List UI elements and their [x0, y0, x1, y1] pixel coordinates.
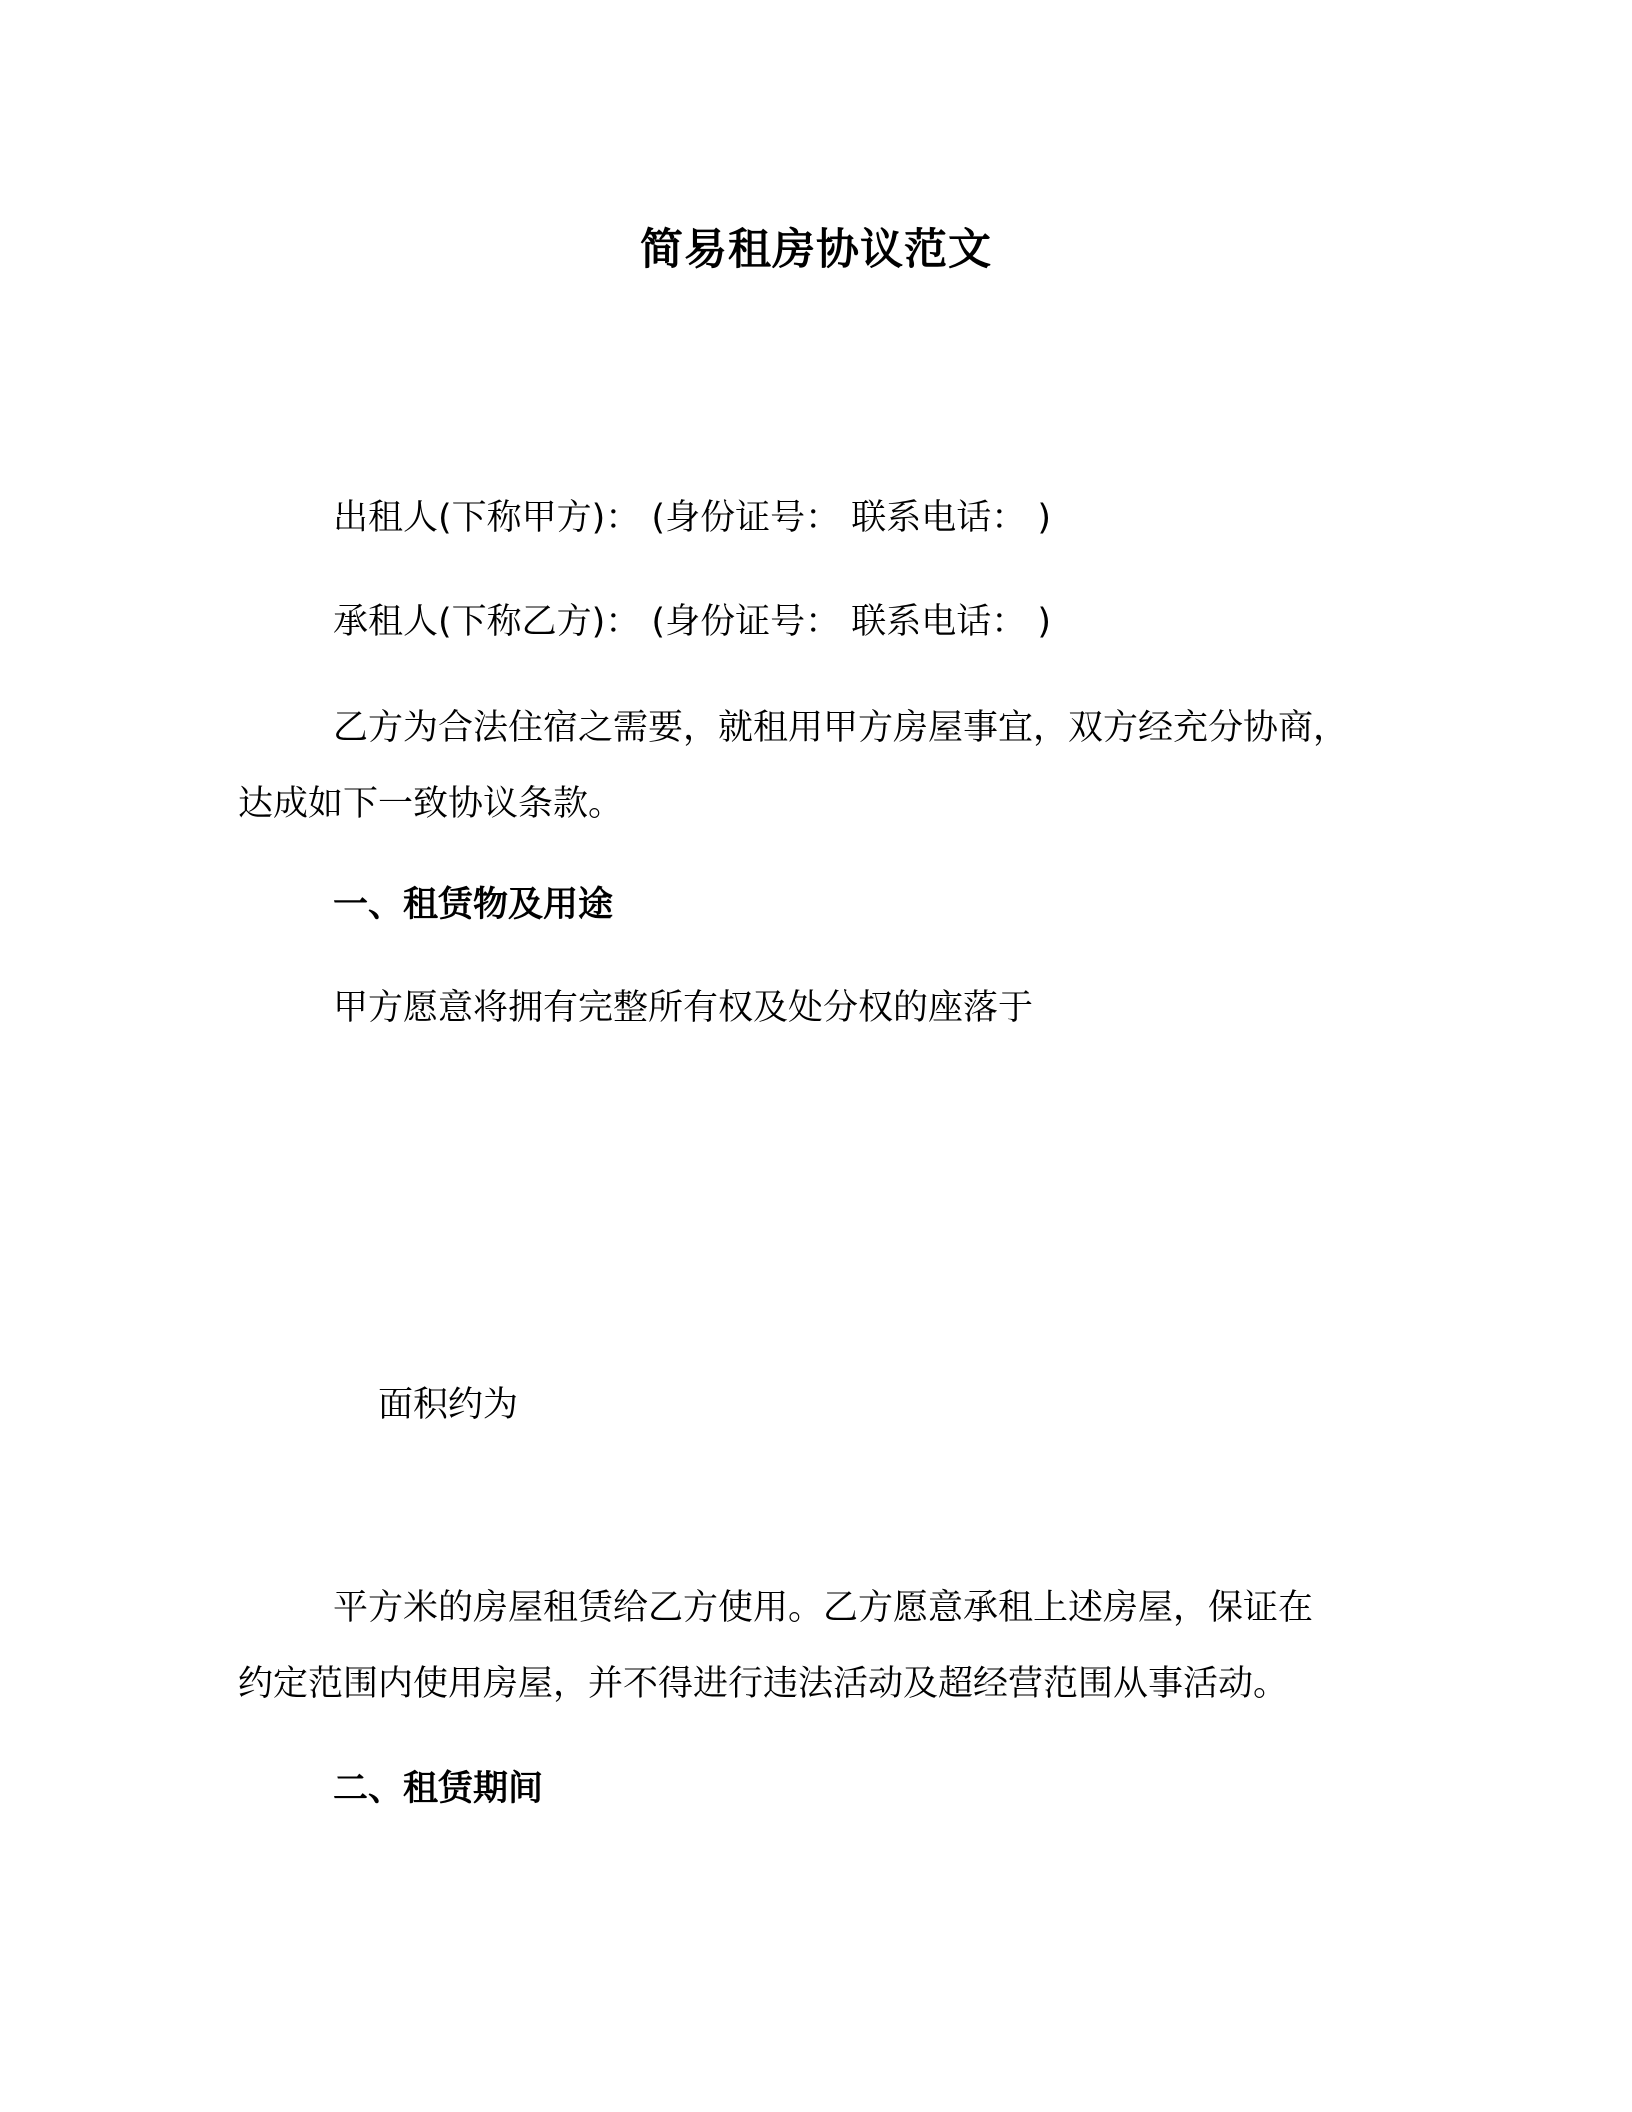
section-2-heading: 二、租赁期间: [333, 1769, 544, 1809]
intro-paragraph-line-1: 乙方为合法住宿之需要，就租用甲方房屋事宜，双方经充分协商，: [333, 708, 1349, 748]
section-1-paragraph-line-1: 甲方愿意将拥有完整所有权及处分权的座落于: [333, 988, 1034, 1028]
intro-paragraph-line-2: 达成如下一致协议条款。: [238, 784, 624, 824]
document-title: 简易租房协议范文: [640, 225, 992, 275]
section-1-paragraph-line-2: 平方米的房屋租赁给乙方使用。乙方愿意承租上述房屋，保证在: [333, 1588, 1314, 1628]
area-line: 面积约为: [378, 1385, 519, 1425]
lessee-line: 承租人(下称乙方)： (身份证号： 联系电话： ): [333, 602, 1051, 642]
lessor-line: 出租人(下称甲方)： (身份证号： 联系电话： ): [333, 498, 1051, 538]
section-1-paragraph-line-3: 约定范围内使用房屋，并不得进行违法活动及超经营范围从事活动。: [238, 1664, 1289, 1704]
section-1-heading: 一、租赁物及用途: [333, 885, 614, 925]
